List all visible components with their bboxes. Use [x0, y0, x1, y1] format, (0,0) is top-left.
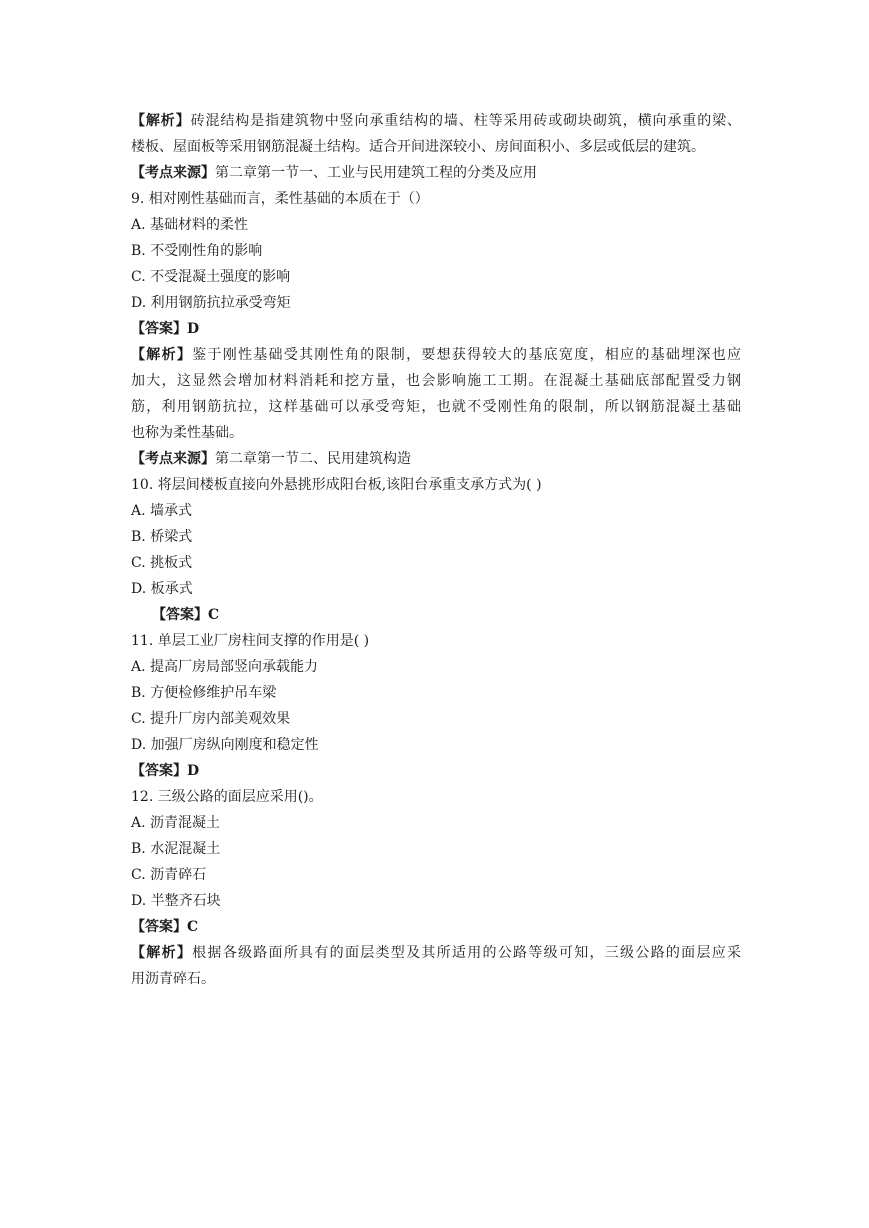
line-text: C. 挑板式 — [131, 555, 193, 571]
line-text: A. 提高厂房局部竖向承载能力 — [131, 659, 319, 675]
analysis-q9 — [131, 342, 741, 446]
question-9 — [131, 186, 741, 212]
line-text: D — [187, 763, 200, 779]
document-body — [131, 108, 741, 992]
line-text: B. 桥梁式 — [131, 529, 193, 545]
line-text: 鉴于刚性基础受其刚性角的限制，要想获得较大的基底宽度，相应的基础埋深也应 — [192, 347, 742, 363]
text-line — [131, 966, 741, 992]
line-text: 12. 三级公路的面层应采用()。 — [131, 789, 323, 805]
section-tag: 【解析】 — [131, 113, 191, 129]
line-text: D — [187, 321, 200, 337]
line-text: A. 墙承式 — [131, 503, 193, 519]
line-text: 加大，这显然会增加材料消耗和挖方量，也会影响施工工期。在混凝土基础底部配置受力钢 — [131, 373, 741, 389]
answer-9 — [131, 316, 741, 342]
line-text: D. 板承式 — [131, 581, 193, 597]
line-text: 10. 将层间楼板直接向外悬挑形成阳台板,该阳台承重支承方式为( ) — [131, 477, 542, 493]
line-text: 第二章第一节二、民用建筑构造 — [215, 451, 411, 467]
line-text: 根据各级路面所具有的面层类型及其所适用的公路等级可知，三级公路的面层应采 — [192, 945, 742, 961]
text-line — [131, 394, 741, 420]
option-10c — [131, 550, 741, 576]
option-10a — [131, 498, 741, 524]
option-11d — [131, 732, 741, 758]
source-q9 — [131, 446, 741, 472]
line-text: 也称为柔性基础。 — [131, 425, 243, 441]
line-text: D. 利用钢筋抗拉承受弯矩 — [131, 295, 291, 311]
text-line — [131, 108, 741, 134]
source-q8 — [131, 160, 741, 186]
text-line — [131, 134, 741, 160]
option-11c — [131, 706, 741, 732]
text-line — [131, 368, 741, 394]
line-text: C. 沥青碎石 — [131, 867, 207, 883]
section-tag: 【答案】 — [131, 763, 187, 779]
section-tag: 【考点来源】 — [131, 451, 215, 467]
question-12 — [131, 784, 741, 810]
option-9c — [131, 264, 741, 290]
line-text: 砖混结构是指建筑物中竖向承重结构的墙、柱等采用砖或砌块砌筑，横向承重的梁、 — [190, 113, 742, 129]
analysis-q12 — [131, 940, 741, 992]
line-text: 楼板、屋面板等采用钢筋混凝土结构。适合开间进深较小、房间面积小、多层或低层的建筑。 — [131, 139, 705, 155]
line-text: B. 方便检修维护吊车梁 — [131, 685, 277, 701]
option-10d — [131, 576, 741, 602]
option-10b — [131, 524, 741, 550]
section-tag: 【答案】 — [131, 321, 187, 337]
analysis-q8 — [131, 108, 741, 160]
line-text: C — [187, 919, 199, 935]
answer-10 — [131, 602, 741, 628]
option-11a — [131, 654, 741, 680]
text-line — [131, 420, 741, 446]
line-text: 第二章第一节一、工业与民用建筑工程的分类及应用 — [215, 165, 537, 181]
line-text: 11. 单层工业厂房柱间支撑的作用是( ) — [131, 633, 370, 649]
line-text: D. 半整齐石块 — [131, 893, 221, 909]
line-text: B. 不受刚性角的影响 — [131, 243, 263, 259]
option-11b — [131, 680, 741, 706]
option-12a — [131, 810, 741, 836]
line-text: 筋，利用钢筋抗拉，这样基础可以承受弯矩，也就不受刚性角的限制，所以钢筋混凝土基础 — [131, 399, 741, 415]
option-9d — [131, 290, 741, 316]
line-text: 用沥青碎石。 — [131, 971, 215, 987]
option-9a — [131, 212, 741, 238]
question-10 — [131, 472, 741, 498]
option-12b — [131, 836, 741, 862]
text-line — [131, 940, 741, 966]
line-text: D. 加强厂房纵向刚度和稳定性 — [131, 737, 319, 753]
section-tag: 【答案】 — [152, 607, 208, 623]
line-text: C. 提升厂房内部美观效果 — [131, 711, 291, 727]
answer-12 — [131, 914, 741, 940]
text-line — [131, 342, 741, 368]
section-tag: 【答案】 — [131, 919, 187, 935]
line-text: 9. 相对刚性基础而言，柔性基础的本质在于（） — [131, 191, 429, 207]
line-text: A. 基础材料的柔性 — [131, 217, 249, 233]
line-text: C. 不受混凝土强度的影响 — [131, 269, 291, 285]
line-text: C — [208, 607, 220, 623]
option-9b — [131, 238, 741, 264]
line-text: B. 水泥混凝土 — [131, 841, 221, 857]
answer-11 — [131, 758, 741, 784]
section-tag: 【解析】 — [131, 945, 193, 961]
option-12c — [131, 862, 741, 888]
section-tag: 【解析】 — [131, 347, 193, 363]
question-11 — [131, 628, 741, 654]
line-text: A. 沥青混凝土 — [131, 815, 221, 831]
section-tag: 【考点来源】 — [131, 165, 215, 181]
option-12d — [131, 888, 741, 914]
